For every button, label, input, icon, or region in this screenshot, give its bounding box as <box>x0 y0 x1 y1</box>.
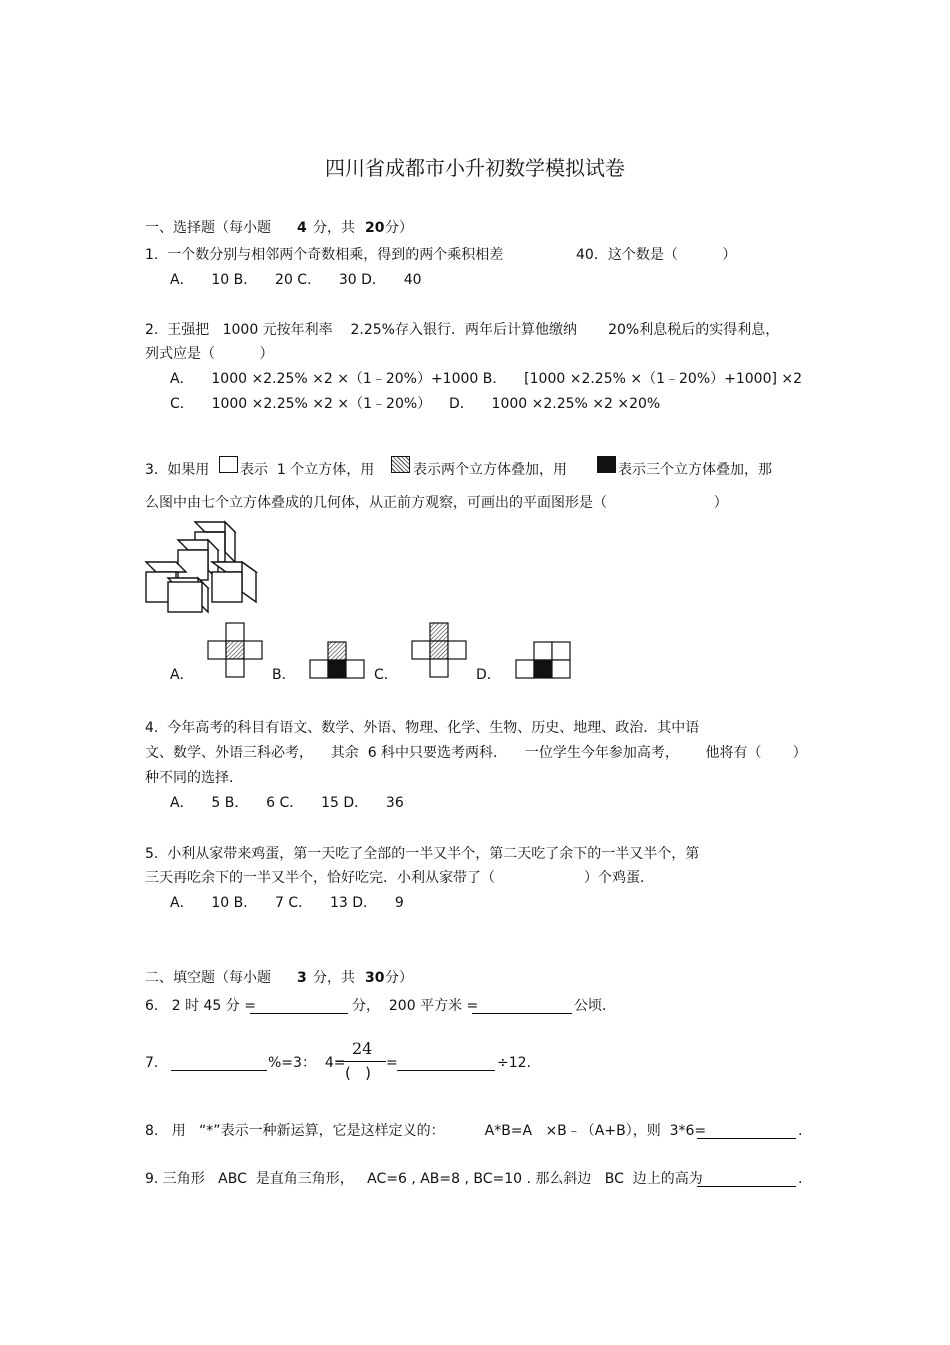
q7-number: 7. <box>145 1055 159 1071</box>
q3-option-b-label: B． <box>272 667 296 683</box>
section1-prefix: 一、选择题（每小题 <box>145 220 271 236</box>
q3-part2: 表示 1 个立方体，用 <box>240 462 375 478</box>
double-cube-icon <box>391 456 410 473</box>
single-cube-icon <box>219 456 238 473</box>
q9-part2: . <box>798 1171 803 1187</box>
q4-line3: 种不同的选择． <box>145 770 243 786</box>
q7-part3: ÷12. <box>497 1055 531 1071</box>
q6-blank-minutes[interactable] <box>250 999 348 1014</box>
section2-score-total: 30 <box>365 970 385 986</box>
q2-stem-line1: 2. 王强把 1000 元按年利率 2.25%存入银行．两年后计算他缴纳 20%利息税后的实得利息， <box>145 322 780 338</box>
q1-stem-b: 40．这个数是（ ） <box>576 247 737 263</box>
stacked-cubes-figure <box>140 520 265 615</box>
q3-option-a-figure <box>206 622 266 680</box>
q5-line1: 5. 小利从家带来鸡蛋，第一天吃了全部的一半又半个，第二天吃了余下的一半又半个，第 <box>145 846 700 862</box>
q3-option-d-figure <box>512 640 574 680</box>
q3-option-b-figure <box>308 640 368 680</box>
q1-stem-a: 1. 一个数分别与相邻两个奇数相乘，得到的两个乘积相差 <box>145 247 504 263</box>
q9-blank-answer[interactable] <box>697 1172 796 1187</box>
q7-blank-percent[interactable] <box>171 1056 267 1071</box>
q3-option-c-label: C． <box>374 667 398 683</box>
q6-part2: 分， 200 平方米 = <box>352 998 479 1014</box>
section1-score-each: 4 <box>297 220 307 236</box>
q9-part1: 9. 三角形 ABC 是直角三角形， AC=6 , AB=8 , BC=10 . 那么斜边 BC 边上的高为 <box>145 1171 703 1187</box>
q4-options: A． 5 B． 6 C． 15 D． 36 <box>170 795 404 811</box>
q7-blank-dividend[interactable] <box>397 1056 495 1071</box>
section2-score-each: 3 <box>297 970 307 986</box>
q3-option-a-label: A． <box>170 667 194 683</box>
q3-option-d-label: D． <box>476 667 501 683</box>
q6-part3: 公顷． <box>574 998 616 1014</box>
q8-blank-answer[interactable] <box>697 1124 796 1139</box>
q4-line2: 文、数学、外语三科必考， 其余 6 科中只要选考两科． 一位学生今年参加高考， 他将有（ ） <box>145 745 807 761</box>
q2-option-line1: A． 1000 ×2.25% ×2 ×（1﹣20%）+1000 B． [1000 ×2.25% ×（1﹣20%）+1000] ×2 <box>170 371 803 387</box>
q3-option-c-figure <box>410 622 470 680</box>
section2-suffix: 分） <box>385 970 413 986</box>
section1-suffix: 分） <box>385 220 413 236</box>
q8-part2: . <box>798 1123 803 1139</box>
q2-option-line2: C． 1000 ×2.25% ×2 ×（1﹣20%） D． 1000 ×2.25% ×2 ×20% <box>170 396 661 412</box>
q3-line2: 么图中由七个立方体叠成的几何体，从正前方观察，可画出的平面图形是（ ） <box>145 495 728 511</box>
section2-mid: 分，共 <box>313 970 355 986</box>
q7-part1: %=3： 4= <box>268 1055 346 1071</box>
page-title: 四川省成都市小升初数学模拟试卷 <box>325 156 625 180</box>
triple-cube-icon <box>597 456 616 473</box>
q4-line1: 4. 今年高考的科目有语文、数学、外语、物理、化学、生物、历史、地理、政治．其中语 <box>145 720 700 736</box>
q2-stem-line2: 列式应是（ ） <box>145 346 274 362</box>
section1-mid: 分，共 <box>313 220 355 236</box>
q7-fraction-numerator: 24 <box>352 1039 373 1058</box>
q3-part1: 3. 如果用 <box>145 462 210 478</box>
q6-part1: 6. 2 时 45 分 = <box>145 998 256 1014</box>
section1-score-total: 20 <box>365 220 385 236</box>
q7-fraction-denominator: ( ) <box>345 1064 372 1082</box>
q6-blank-hectares[interactable] <box>472 999 572 1014</box>
q3-part3: 表示两个立方体叠加，用 <box>413 462 567 478</box>
q8-part1: 8. 用 “*”表示一种新运算，它是这样定义的： A*B=A ×B﹣（A+B），则 3*6= <box>145 1123 707 1139</box>
q7-equals: = <box>386 1055 398 1071</box>
q3-part4: 表示三个立方体叠加，那 <box>618 462 772 478</box>
q5-options: A． 10 B． 7 C． 13 D． 9 <box>170 895 404 911</box>
section2-prefix: 二、填空题（每小题 <box>145 970 271 986</box>
q1-options: A． 10 B． 20 C． 30 D． 40 <box>170 272 422 288</box>
q5-line2: 三天再吃余下的一半又半个，恰好吃完．小利从家带了（ ）个鸡蛋． <box>145 870 655 886</box>
q7-fraction-bar <box>336 1061 386 1062</box>
